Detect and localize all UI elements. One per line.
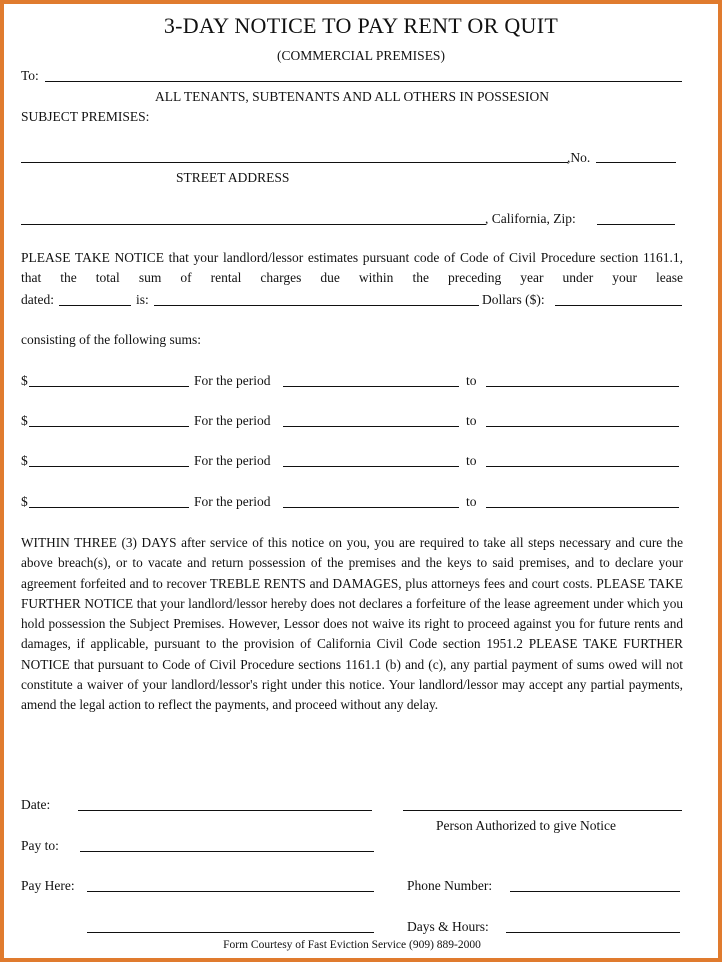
to-period-label: to <box>466 373 477 388</box>
dollar-sign: $ <box>21 494 28 509</box>
unit-number-field[interactable] <box>596 162 676 163</box>
pay-here-field-2[interactable] <box>87 932 374 933</box>
period-to-field[interactable] <box>486 386 679 387</box>
dollar-sign: $ <box>21 373 28 388</box>
to-field[interactable] <box>45 81 682 82</box>
sum-amount-field[interactable] <box>29 386 189 387</box>
person-authorized-label: Person Authorized to give Notice <box>436 818 616 833</box>
notice-paragraph: PLEASE TAKE NOTICE that your landlord/lessor estimates pursuant code of Code of Civil Procedure section 1161.1, that the total sum of rental charges due within the preceding year under your lease <box>21 250 683 286</box>
days-hours-field[interactable] <box>506 932 680 933</box>
phone-label: Phone Number: <box>407 878 493 893</box>
street-address-label: STREET ADDRESS <box>176 170 290 185</box>
street-address-field[interactable] <box>21 162 568 163</box>
period-label: For the period <box>194 413 271 428</box>
dated-field[interactable] <box>59 305 131 306</box>
pay-here-label: Pay Here: <box>21 878 75 893</box>
to-period-label: to <box>466 453 477 468</box>
pay-to-field[interactable] <box>80 851 374 852</box>
subject-premises-label: SUBJECT PREMISES: <box>21 109 150 124</box>
period-to-field[interactable] <box>486 426 679 427</box>
dated-label: dated: <box>21 292 54 307</box>
consisting-label: consisting of the following sums: <box>21 332 201 347</box>
zip-field[interactable] <box>597 224 675 225</box>
amount-words-field[interactable] <box>154 305 479 306</box>
period-label: For the period <box>194 373 271 388</box>
period-from-field[interactable] <box>283 386 459 387</box>
to-period-label: to <box>466 413 477 428</box>
sum-amount-field[interactable] <box>29 466 189 467</box>
period-from-field[interactable] <box>283 507 459 508</box>
period-from-field[interactable] <box>283 466 459 467</box>
no-label: ,No. <box>567 150 591 165</box>
phone-field[interactable] <box>510 891 680 892</box>
date-field[interactable] <box>78 810 372 811</box>
period-label: For the period <box>194 453 271 468</box>
is-label: is: <box>136 292 149 307</box>
to-label: To: <box>21 68 39 83</box>
period-label: For the period <box>194 494 271 509</box>
tenants-line: ALL TENANTS, SUBTENANTS AND ALL OTHERS IN POSSESION <box>154 89 550 104</box>
form-courtesy: Form Courtesy of Fast Eviction Service (909) 889-2000 <box>223 939 481 951</box>
dollars-label: Dollars ($): <box>482 292 545 307</box>
dollar-sign: $ <box>21 453 28 468</box>
body-paragraph: WITHIN THREE (3) DAYS after service of this notice on you, you are required to take all steps necessary and cure the above breach(s), or to vacate and return possession of the premises and the keys to said premises, and to declare your agreement forfeited and to recover TREBLE RENTS and DAMAGES, plus attorneys fees and court costs. PLEASE TAKE FURTHER NOTICE that your landlord/lessor hereby does not declares a forfeiture of the lease agreement under which you hold possession the Subject Premises. However, Lessor does not waive its right to proceed against you for future rents and damages, if applicable, pursuant to the provision of California Civil Code section 1951.2 PLEASE TAKE FURTHER NOTICE that pursuant to Code of Civil Procedure sections 1161.1 (b) and (c), any partial payment of sums owed will not constitute a waiver of your landlord/lessor's right under this notice. Your landlord/lessor may accept any partial payments, amend the legal action to reflect the payments, and proceed without any delay. <box>21 535 683 713</box>
authorized-signature-field[interactable] <box>403 810 682 811</box>
form-title: 3-DAY NOTICE TO PAY RENT OR QUIT <box>163 13 559 38</box>
city-field[interactable] <box>21 224 486 225</box>
period-from-field[interactable] <box>283 426 459 427</box>
sum-amount-field[interactable] <box>29 426 189 427</box>
form-subtitle: (COMMERCIAL PREMISES) <box>277 48 445 63</box>
pay-to-label: Pay to: <box>21 838 59 853</box>
amount-dollars-field[interactable] <box>555 305 682 306</box>
pay-here-field[interactable] <box>87 891 374 892</box>
period-to-field[interactable] <box>486 507 679 508</box>
period-to-field[interactable] <box>486 466 679 467</box>
california-zip-label: , California, Zip: <box>485 211 576 226</box>
date-label: Date: <box>21 797 51 812</box>
to-period-label: to <box>466 494 477 509</box>
dollar-sign: $ <box>21 413 28 428</box>
days-hours-label: Days & Hours: <box>407 919 489 934</box>
sum-amount-field[interactable] <box>29 507 189 508</box>
